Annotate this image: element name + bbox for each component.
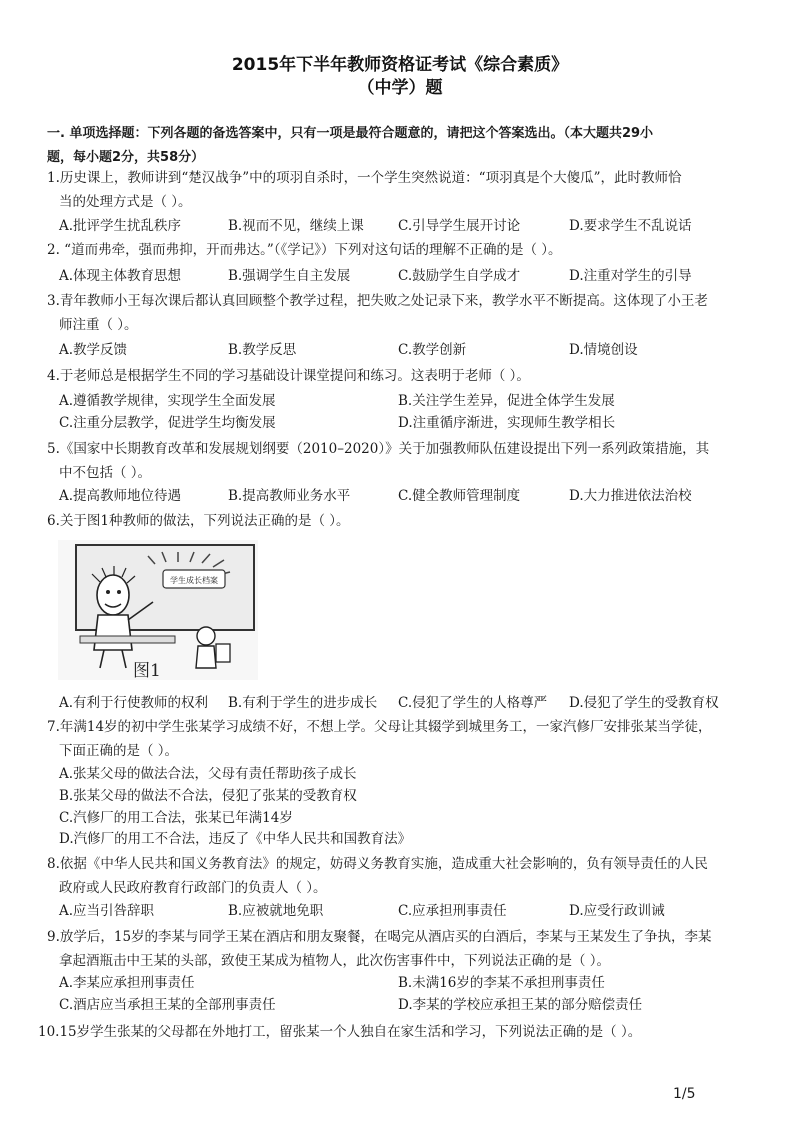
question-3 xyxy=(47,289,752,337)
q9-option-c: C.酒店应当承担王某的全部刑事责任 xyxy=(59,997,276,1013)
q4-option-b: B.关注学生差异，促进全体学生发展 xyxy=(398,393,615,409)
q8-option-a: A.应当引咎辞职 xyxy=(59,903,155,919)
question-3-line-2: 师注重（ ）。 xyxy=(59,317,138,333)
q1-option-b: B.视而不见，继续上课 xyxy=(228,218,364,234)
q9-option-a: A.李某应承担刑事责任 xyxy=(59,975,195,991)
section-line-2: 题，每小题2分，共58分） xyxy=(47,150,205,165)
question-8-line-2: 政府或人民政府教育行政部门的负责人（ ）。 xyxy=(59,880,327,896)
q3-option-a: A.教学反馈 xyxy=(59,342,128,358)
q6-option-c: C.侵犯了学生的人格尊严 xyxy=(398,695,548,711)
section-line-1: 一. 单项选择题：下列各题的备选答案中，只有一项是最符合题意的，请把这个答案选出。（本大题共29小 xyxy=(47,126,654,141)
q7-option-d: D.汽修厂的用工不合法，违反了《中华人民共和国教育法》 xyxy=(59,831,412,847)
q3-option-d: D.情境创设 xyxy=(569,342,638,358)
question-7-line-1: 7.年满14岁的初中学生张某学习成绩不好，不想上学。父母让其辍学到城里务工，一家汽修厂安排张某当学徒， xyxy=(47,719,712,735)
question-8 xyxy=(47,852,752,900)
question-5-line-1: 5.《国家中长期教育改革和发展规划纲要（2010–2020）》关于加强教师队伍建设提出下列一系列政策措施，其 xyxy=(47,441,710,457)
question-5-line-2: 中不包括（ ）。 xyxy=(59,465,152,481)
question-1 xyxy=(47,166,752,214)
q2-option-a: A.体现主体教育思想 xyxy=(59,268,182,284)
q4-option-a: A.遵循教学规律，实现学生全面发展 xyxy=(59,393,276,409)
question-5 xyxy=(47,437,752,485)
q7-option-a: A.张某父母的做法合法，父母有责任帮助孩子成长 xyxy=(59,766,357,782)
q3-option-b: B.教学反思 xyxy=(228,342,297,358)
q5-option-c: C.健全教师管理制度 xyxy=(398,488,521,504)
question-9-line-1: 9.放学后，15岁的李某与同学王某在酒店和朋友聚餐，在喝完从酒店买的白酒后，李某与王某发生了争执，李某 xyxy=(47,929,712,945)
q6-option-d: D.侵犯了学生的受教育权 xyxy=(569,695,719,711)
q7-option-c: C.汽修厂的用工合法，张某已年满14岁 xyxy=(59,810,293,826)
figure-1 xyxy=(58,540,258,680)
q1-option-d: D.要求学生不乱说话 xyxy=(569,218,692,234)
q9-option-d: D.李某的学校应承担王某的部分赔偿责任 xyxy=(398,997,643,1013)
question-2-line-1: 2. “道而弗牵，强而弗抑，开而弗达。”（《学记》）下列对这句话的理解不正确的是（ ）。 xyxy=(47,242,562,258)
q9-option-b: B.未满16岁的李某不承担刑事责任 xyxy=(398,975,605,991)
question-6-line-1: 6.关于图1种教师的做法，下列说法正确的是（ ）。 xyxy=(47,513,350,529)
exam-title: 2015年下半年教师资格证考试《综合素质》 xyxy=(231,55,569,75)
q8-option-d: D.应受行政训诫 xyxy=(569,903,665,919)
q6-option-b: B.有利于学生的进步成长 xyxy=(228,695,378,711)
q1-option-c: C.引导学生展开讨论 xyxy=(398,218,521,234)
figure-board-text: 学生成长档案 xyxy=(170,576,218,585)
q4-option-d: D.注重循序渐进，实现师生教学相长 xyxy=(398,415,616,431)
q7-option-b: B.张某父母的做法不合法，侵犯了张某的受教育权 xyxy=(59,788,357,804)
exam-subtitle: （中学）题 xyxy=(357,78,443,98)
question-4-line-1: 4.于老师总是根据学生不同的学习基础设计课堂提问和练习。这表明于老师（ ）。 xyxy=(47,368,530,384)
figure-1-illustration xyxy=(58,540,258,680)
q1-option-a: A.批评学生扰乱秩序 xyxy=(59,218,182,234)
question-7-line-2: 下面正确的是（ ）。 xyxy=(59,743,179,759)
question-2 xyxy=(47,238,752,262)
question-9-line-2: 拿起酒瓶击中王某的头部，致使王某成为植物人，此次伤害事件中，下列说法正确的是（ ）。 xyxy=(59,953,611,969)
q5-option-d: D.大力推进依法治校 xyxy=(569,488,692,504)
q8-option-c: C.应承担刑事责任 xyxy=(398,903,507,919)
q6-option-a: A.有利于行使教师的权利 xyxy=(59,695,209,711)
question-3-line-1: 3.青年教师小王每次课后都认真回顾整个教学过程，把失败之处记录下来，教学水平不断提高。这体现了小王老 xyxy=(47,293,708,309)
question-1-line-2: 当的处理方式是（ ）。 xyxy=(59,194,192,210)
question-8-line-1: 8.依据《中华人民共和国义务教育法》的规定，妨碍义务教育实施，造成重大社会影响的，负有领导责任的人民 xyxy=(47,856,708,872)
q4-option-c: C.注重分层教学，促进学生均衡发展 xyxy=(59,415,276,431)
question-7 xyxy=(47,715,752,763)
page-number: 1/5 xyxy=(673,1086,696,1102)
question-6 xyxy=(47,509,752,533)
question-9 xyxy=(47,925,752,973)
question-1-line-1: 1.历史课上，教师讲到“楚汉战争”中的项羽自杀时，一个学生突然说道：“项羽真是个大傻瓜”，此时教师恰 xyxy=(47,170,682,186)
q2-option-b: B.强调学生自主发展 xyxy=(228,268,351,284)
q2-option-d: D.注重对学生的引导 xyxy=(569,268,692,284)
section-instructions xyxy=(47,122,747,170)
q5-option-a: A.提高教师地位待遇 xyxy=(59,488,182,504)
question-4 xyxy=(47,364,752,388)
question-10 xyxy=(38,1020,743,1044)
q8-option-b: B.应被就地免职 xyxy=(228,903,324,919)
q3-option-c: C.教学创新 xyxy=(398,342,467,358)
question-10-line-1: 10.15岁学生张某的父母都在外地打工，留张某一个人独自在家生活和学习，下列说法正确的是（ ）。 xyxy=(38,1024,642,1040)
q2-option-c: C.鼓励学生自学成才 xyxy=(398,268,521,284)
figure-caption: 图1 xyxy=(133,661,161,680)
q5-option-b: B.提高教师业务水平 xyxy=(228,488,351,504)
